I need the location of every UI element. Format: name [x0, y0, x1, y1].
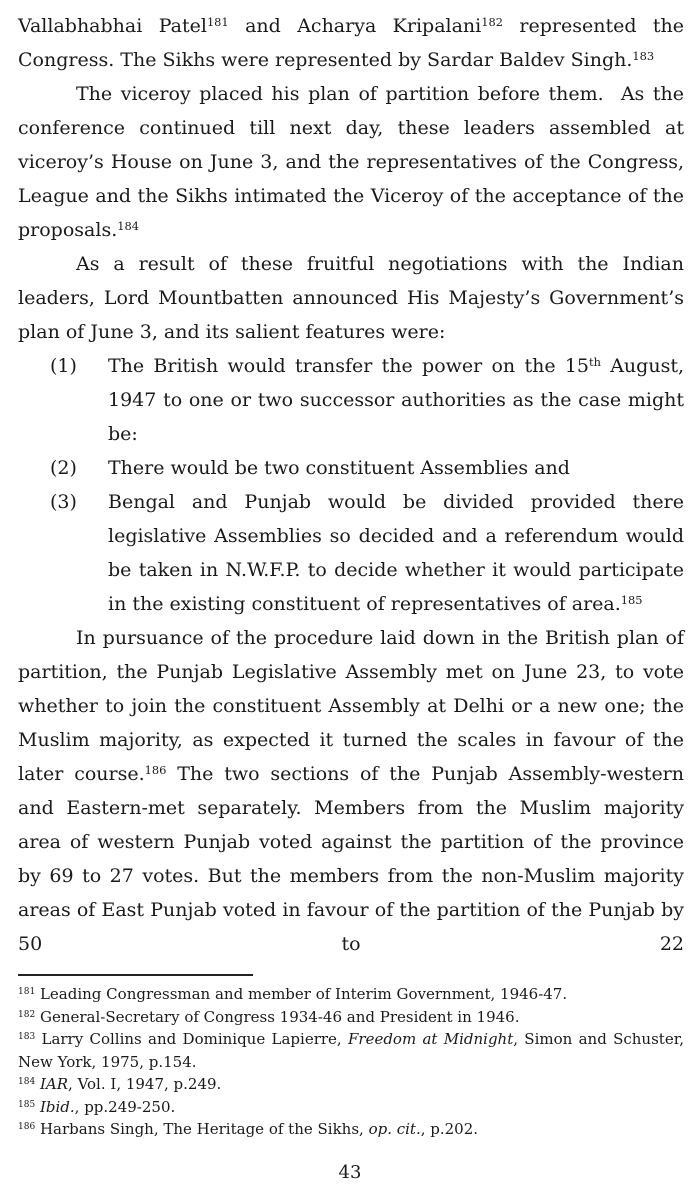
list-item-text — [108, 349, 684, 451]
italic-text: Ibid. — [39, 1097, 75, 1116]
text-run: , Vol. I, 1947, p.249. — [68, 1075, 222, 1093]
footnote-separator — [18, 974, 253, 976]
list-item — [18, 349, 684, 451]
footnote — [18, 1028, 684, 1073]
paragraph — [18, 77, 684, 247]
text-run: Larry Collins and Dominique Lapierre, — [41, 1030, 348, 1048]
list-marker: (2) — [50, 457, 77, 479]
text-run: Leading Congressman and member of Interim Government, 1946-47. — [39, 985, 568, 1003]
text-run: The British would transfer the power on the 15 — [108, 355, 590, 377]
italic-text: Freedom at Midnight — [347, 1030, 514, 1048]
footnote-reference: 182 — [481, 14, 503, 29]
footnote-number: 181 — [18, 987, 36, 998]
paragraph — [18, 9, 684, 77]
footnote-reference: th — [589, 354, 601, 369]
paragraph — [18, 247, 684, 349]
italic-text: op. cit. — [368, 1120, 421, 1138]
footnote-reference: 185 — [620, 592, 643, 607]
footnote — [18, 983, 684, 1006]
footnote — [18, 1006, 684, 1029]
text-run: Bengal and Punjab would be divided provided there legislative Assemblies so decided and a referendum would be taken in N.W.F.P. to decide whether it would participate in the existing constituent of representatives of area. — [108, 491, 684, 615]
footnote-number: 186 — [18, 1122, 36, 1133]
footnote — [18, 1073, 684, 1096]
footnote-reference: 183 — [632, 48, 655, 63]
text-run: and Acharya Kripalani — [228, 15, 482, 37]
footnote-reference: 181 — [206, 14, 229, 29]
text-run: , p.202. — [420, 1120, 479, 1138]
text-run: , Simon and Schuster, New York, 1975, p.154. — [18, 1030, 684, 1071]
page-number: 43 — [338, 1162, 362, 1183]
text-run: represented the Congress. The Sikhs were represented by Sardar Baldev Singh. — [18, 15, 684, 71]
paragraph — [18, 621, 684, 961]
text-run: The viceroy placed his plan of partition before them. As the conference continued till next day, these leaders assembled at viceroy’s House on June 3, and the representatives of the Congress, League and the Sikhs intimated the Viceroy of the acceptance of the proposals. — [18, 83, 684, 241]
footnotes — [18, 983, 684, 1141]
list-item-text — [108, 485, 684, 621]
italic-text: IAR — [39, 1075, 69, 1093]
text-run: Harbans Singh, The Heritage of the Sikhs, — [39, 1120, 369, 1138]
footnote-reference: 184 — [117, 218, 139, 233]
footnote-number: 184 — [18, 1077, 36, 1088]
list-marker: (1) — [50, 355, 77, 377]
body-text — [18, 9, 684, 961]
text-run: The two sections of the Punjab Assembly-western and Eastern-met separately. Members from the Muslim majority area of western Punjab voted against the partition of the province by 69 to 27 votes. But the members from the non-Muslim majority areas of East Punjab voted in favour of the partition of the Punjab by 50 to 22 — [18, 763, 685, 955]
text-run: There would be two constituent Assemblies and — [108, 457, 570, 479]
text-run: , pp.249-250. — [74, 1097, 176, 1116]
footnote-number: 185 — [18, 1099, 36, 1110]
text-run: As a result of these fruitful negotiations with the Indian leaders, Lord Mountbatten announced His Majesty’s Government’s plan of June 3, and its salient features were: — [18, 253, 684, 343]
text-run: General-Secretary of Congress 1934-46 and President in 1946. — [39, 1007, 520, 1026]
footnote-number: 183 — [18, 1032, 36, 1043]
footnote — [18, 1096, 684, 1119]
list-item — [18, 485, 684, 621]
list-item-text — [108, 451, 684, 485]
list-marker: (3) — [50, 491, 77, 513]
footnote-area — [18, 962, 684, 1141]
text-run: Vallabhabhai Patel — [18, 15, 207, 37]
text-run: In pursuance of the procedure laid down in the British plan of partition, the Punjab Legislative Assembly met on June 23, to vote whether to join the constituent Assembly at Delhi or a new one; the Muslim majority, as expected it turned the scales in favour of the later course. — [18, 627, 684, 785]
footnote-number: 182 — [18, 1009, 36, 1020]
list-item — [18, 451, 684, 485]
footnote-reference: 186 — [144, 762, 167, 777]
footnote — [18, 1118, 684, 1141]
text-run: August, 1947 to one or two successor authorities as the case might be: — [108, 355, 684, 445]
